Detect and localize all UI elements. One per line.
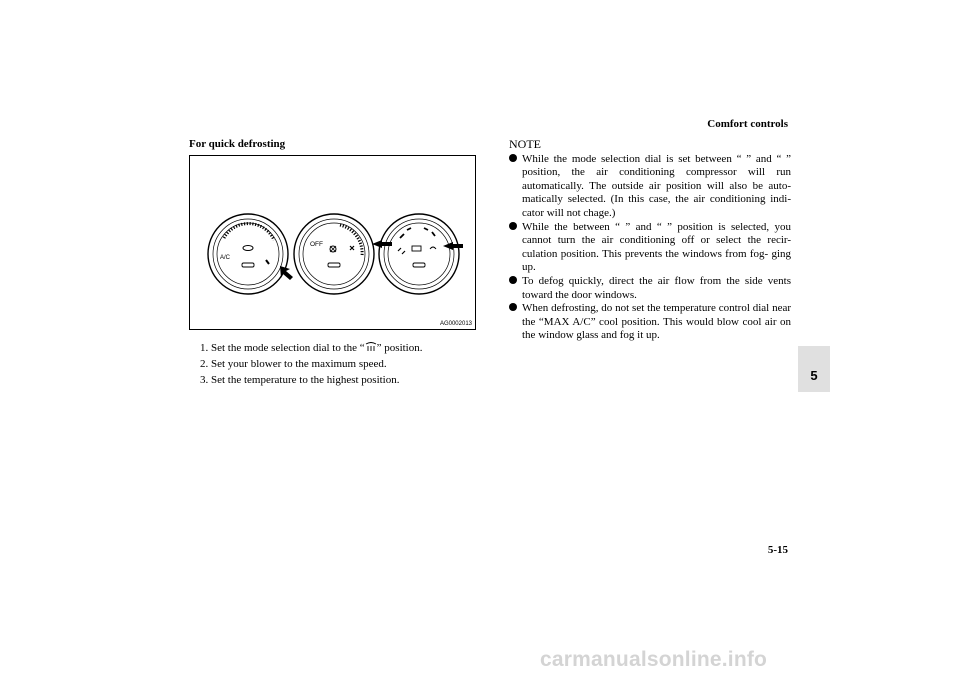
note-item xyxy=(509,275,791,302)
note-item xyxy=(509,153,791,221)
page-number: 5-15 xyxy=(767,544,788,556)
chapter-tab: 5 xyxy=(798,346,830,392)
note-title: NOTE xyxy=(509,137,541,151)
figure-code: AG0002013 xyxy=(439,321,472,327)
bullet-icon xyxy=(509,276,517,284)
note-item xyxy=(509,221,791,275)
step-3: 3. Set the temperature to the highest position. xyxy=(200,374,400,386)
note-text: While the between “ ” and “ ” position is selected, you cannot turn the air conditioning off or select the recir- culation position. This prevents the windows from fog- ging up. xyxy=(522,220,791,274)
note-text: While the mode selection dial is set between “ ” and “ ” position, the air conditioning compressor will run automatically. The outside air position will also be auto- matically selected. (In this case, the air conditioning indi- cator will not chage.) xyxy=(522,152,791,219)
note-text: To defog quickly, direct the air flow from the side vents toward the door windows. xyxy=(522,274,791,301)
note-text: When defrosting, do not set the temperature control dial near the “MAX A/C” cool position. This would blow cool air on the window glass and fog it up. xyxy=(522,302,791,342)
step-1-suffix: ” position. xyxy=(376,342,423,354)
watermark: carmanualsonline.info xyxy=(540,648,768,671)
svg-text:OFF: OFF xyxy=(310,241,323,248)
blower-dial xyxy=(294,214,374,294)
bullet-icon xyxy=(509,222,517,230)
bullet-icon xyxy=(509,303,517,311)
svg-text:A/C: A/C xyxy=(220,255,231,261)
note-section xyxy=(509,138,791,343)
section-heading: For quick defrosting xyxy=(189,138,286,150)
pointer-arrow xyxy=(280,266,293,280)
note-item xyxy=(509,302,791,343)
climate-dials-illustration xyxy=(190,156,477,331)
pointer-arrow xyxy=(443,242,463,250)
climate-control-figure xyxy=(189,155,476,330)
temperature-dial xyxy=(208,214,288,294)
step-2: 2. Set your blower to the maximum speed. xyxy=(200,358,387,370)
bullet-icon xyxy=(509,154,517,162)
mode-dial xyxy=(379,214,459,294)
step-1-prefix: 1. Set the mode selection dial to the “ xyxy=(200,342,365,354)
step-1 xyxy=(200,340,490,356)
defrost-icon xyxy=(365,342,377,352)
steps-list xyxy=(200,340,490,388)
section-title: Comfort controls xyxy=(707,118,788,130)
